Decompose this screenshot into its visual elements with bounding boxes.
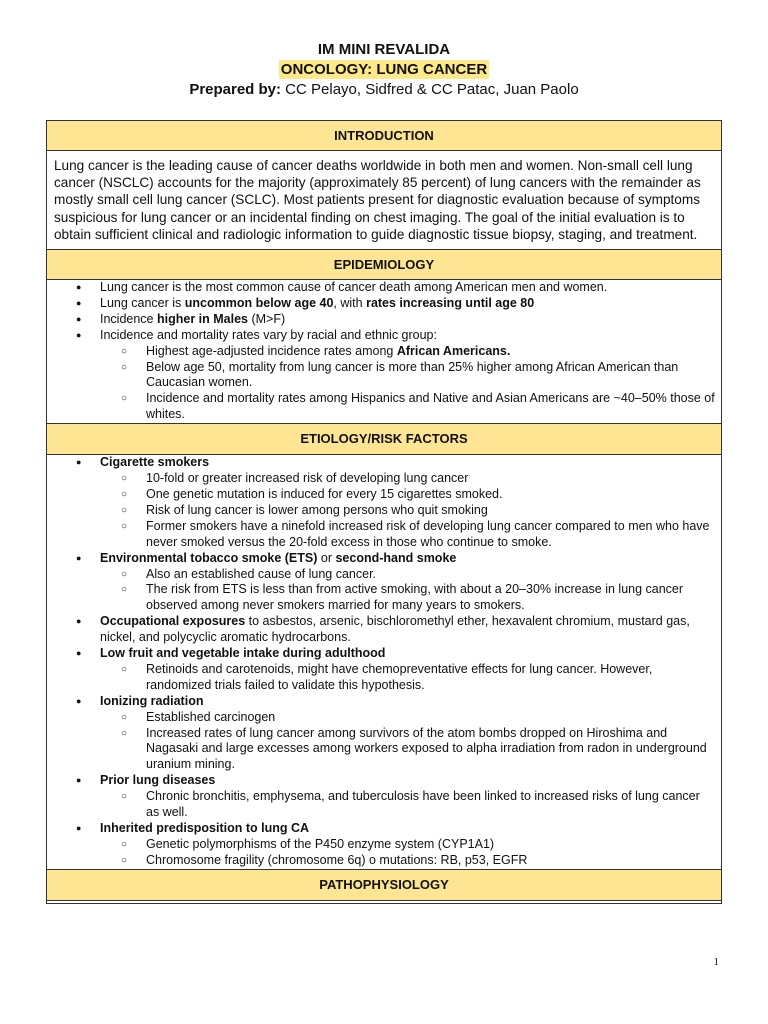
section-heading-etiology: ETIOLOGY/RISK FACTORS — [47, 424, 722, 455]
sub-list — [100, 710, 715, 774]
section-heading-introduction: INTRODUCTION — [47, 121, 722, 151]
sub-list-item: ○ Genetic polymorphisms of the P450 enzyme system (CYP1A1) — [146, 837, 715, 853]
sub-list-item: ○ Also an established cause of lung cancer. — [146, 567, 715, 583]
section-body-pathophysiology — [47, 900, 722, 903]
sub-list-item: ○ 10-fold or greater increased risk of developing lung cancer — [146, 471, 715, 487]
content-table — [46, 120, 722, 904]
sub-list-item: ○ Increased rates of lung cancer among survivors of the atom bombs dropped on Hiroshima and Nagasaki and large excesses among workers exposed to alpha irradiation from radon in underground uranium mining. — [146, 726, 715, 774]
sub-list — [100, 344, 715, 424]
prepared-by-label: Prepared by: — [189, 81, 282, 98]
list-item: ● Incidence higher in Males (M>F) — [100, 312, 715, 328]
list-item: ● Cigarette smokers ○ 10-fold or greater increased risk of developing lung cancer ○ One genetic mutation is induced for every 15 cigarettes smoked. ○ Risk of lung cancer is lower among persons who quit smoking ○ Former smokers have a ninefold increased risk of developing lung cancer compared to men who have never smoked versus the 20-fold excess in those who continue to smoke. — [100, 455, 715, 550]
document-header — [0, 40, 768, 100]
list-item: ● Low fruit and vegetable intake during adulthood ○ Retinoids and carotenoids, might have chemopreventative effects for lung cancer. However, randomized trials failed to validate this hypothesis. — [100, 646, 715, 694]
section-body-etiology — [47, 455, 722, 870]
section-body-epidemiology — [47, 280, 722, 424]
list-item: ● Occupational exposures to asbestos, arsenic, bischloromethyl ether, hexavalent chromium, mustard gas, nickel, and polycyclic aromatic hydrocarbons. — [100, 614, 715, 646]
section-heading-epidemiology: EPIDEMIOLOGY — [47, 250, 722, 280]
list-item: ● Ionizing radiation ○ Established carcinogen ○ Increased rates of lung cancer among survivors of the atom bombs dropped on Hiroshima and Nagasaki and large excesses among workers exposed to alpha irradiation from radon in underground uranium mining. — [100, 694, 715, 774]
prepared-by-names: CC Pelayo, Sidfred & CC Patac, Juan Paolo — [281, 81, 579, 98]
prepared-by-line — [0, 79, 768, 100]
sub-list-item: ○ One genetic mutation is induced for every 15 cigarettes smoked. — [146, 487, 715, 503]
page-number: 1 — [713, 956, 719, 968]
sub-list-item: ○ The risk from ETS is less than from active smoking, with about a 20–30% increase in lung cancer observed among never smokers married for many years to smokers. — [146, 582, 715, 614]
sub-list-item: ○ Below age 50, mortality from lung cancer is more than 25% higher among African American than Caucasian women. — [146, 360, 715, 392]
list-item: ● Environmental tobacco smoke (ETS) or second-hand smoke ○ Also an established cause of lung cancer. ○ The risk from ETS is less than from active smoking, with about a 20–30% increase in lung cancer observed among never smokers married for many years to smokers. — [100, 551, 715, 615]
sub-list-item: ○ Former smokers have a ninefold increased risk of developing lung cancer compared to men who have never smoked versus the 20-fold excess in those who continue to smoke. — [146, 519, 715, 551]
sub-list — [100, 662, 715, 694]
sub-list — [100, 471, 715, 551]
epidemiology-list — [47, 280, 721, 423]
sub-list-item: ○ Risk of lung cancer is lower among persons who quit smoking — [146, 503, 715, 519]
list-item: ● Lung cancer is the most common cause of cancer death among American men and women. — [100, 280, 715, 296]
etiology-list — [47, 455, 721, 869]
document-subtitle: ONCOLOGY: LUNG CANCER — [280, 61, 488, 78]
sub-list-item: ○ Highest age-adjusted incidence rates among African Americans. — [146, 344, 715, 360]
sub-list-item: ○ Chronic bronchitis, emphysema, and tuberculosis have been linked to increased risks of lung cancer as well. — [146, 789, 715, 821]
sub-list — [100, 789, 715, 821]
list-item: ● Inherited predisposition to lung CA ○ Genetic polymorphisms of the P450 enzyme system (CYP1A1) ○ Chromosome fragility (chromosome 6q) o mutations: RB, p53, EGFR — [100, 821, 715, 869]
list-item: ● Lung cancer is uncommon below age 40, with rates increasing until age 80 — [100, 296, 715, 312]
section-heading-pathophysiology: PATHOPHYSIOLOGY — [47, 869, 722, 900]
sub-list-item: ○ Chromosome fragility (chromosome 6q) o mutations: RB, p53, EGFR — [146, 853, 715, 869]
document-title: IM MINI REVALIDA — [317, 41, 451, 58]
sub-list — [100, 567, 715, 615]
list-item: ● Prior lung diseases ○ Chronic bronchitis, emphysema, and tuberculosis have been linked to increased risks of lung cancer as well. — [100, 773, 715, 821]
list-item: ● Incidence and mortality rates vary by racial and ethnic group: ○ Highest age-adjusted incidence rates among African Americans. ○ Below age 50, mortality from lung cancer is more than 25% higher among African American than Caucasian women. ○ Incidence and mortality rates among Hispanics and Native and Asian Americans are ~40–50% those of whites. — [100, 328, 715, 423]
sub-list-item: ○ Incidence and mortality rates among Hispanics and Native and Asian Americans are ~40–50% those of whites. — [146, 391, 715, 423]
sub-list-item: ○ Established carcinogen — [146, 710, 715, 726]
sub-list-item: ○ Retinoids and carotenoids, might have chemopreventative effects for lung cancer. However, randomized trials failed to validate this hypothesis. — [146, 662, 715, 694]
sub-list — [100, 837, 715, 869]
introduction-paragraph: Lung cancer is the leading cause of cancer deaths worldwide in both men and women. Non-small cell lung cancer (NSCLC) accounts for the majority (approximately 85 percent) of lung cancers with the remainder as mostly small cell lung cancer (SCLC). Most patients present for diagnostic evaluation because of symptoms suspicious for lung cancer or an incidental finding on chest imaging. The goal of the initial evaluation is to obtain sufficient clinical and radiologic information to guide diagnostic tissue biopsy, staging, and treatment. — [54, 158, 701, 242]
section-body-introduction — [47, 151, 722, 250]
